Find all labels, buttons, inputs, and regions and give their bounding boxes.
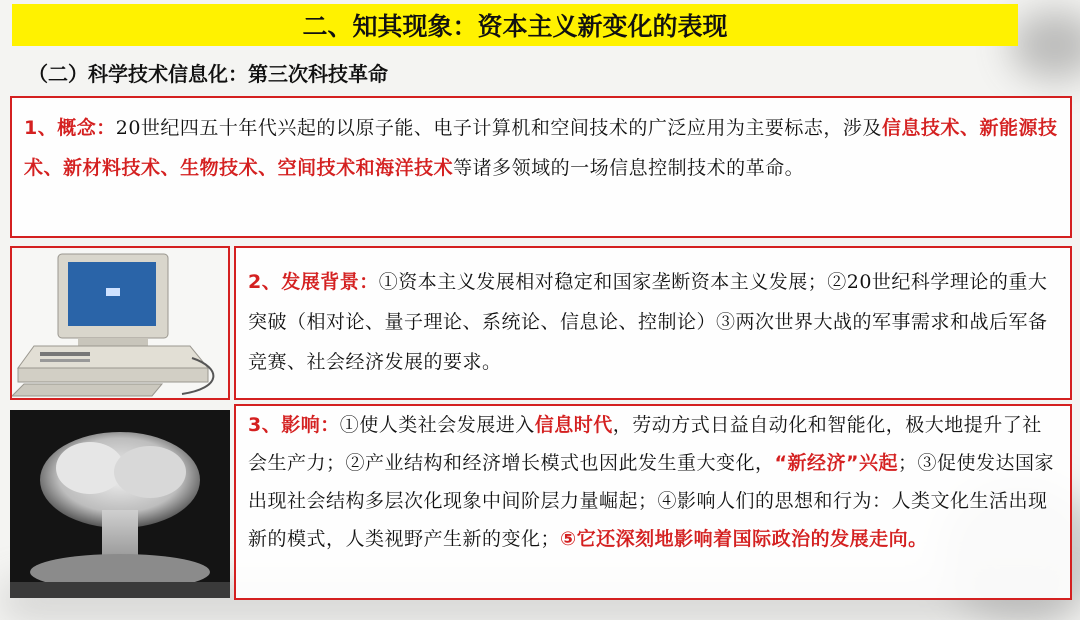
page-title: 二、知其现象：资本主义新变化的表现	[302, 12, 728, 41]
concept-label: 1、概念：	[24, 117, 116, 139]
field-1: 信息技术	[881, 117, 960, 139]
concept-box	[10, 96, 1072, 238]
concept-text	[24, 108, 1058, 188]
computer-image	[10, 246, 230, 400]
field-4: 生物技术	[180, 157, 259, 179]
concept-text-1: 20世纪四五十年代兴起的以原子能、电子计算机和空间技术的广泛应用为主要标志，涉及	[115, 117, 882, 139]
field-sep-3: 、	[160, 157, 181, 179]
section-subtitle: （二）科学技术信息化：第三次科技革命	[28, 62, 388, 86]
field-sep-2: 、	[43, 157, 64, 179]
impact-highlight-3: ⑤它还深刻地影响着国际政治的发展走向。	[560, 528, 928, 550]
ink-wash-top-right	[1010, 10, 1080, 80]
background-body: ①资本主义发展相对稳定和国家垄断资本主义发展；②20世纪科学理论的重大突破（相对论、量子理论、系统论、信息论、控制论）③两次世界大战的军事需求和战后军备竞赛、社会经济发展的要求。	[248, 271, 1048, 373]
field-sep-4: 、	[258, 157, 278, 179]
impact-label: 3、影响：	[248, 414, 340, 436]
impact-highlight-2: “新经济”兴起	[774, 452, 898, 474]
title-banner	[12, 4, 1018, 46]
impact-text-3: ；③促使发达国家出现社会结构多层次化现象中间阶层力量崛起；④影响人们的思想和行为：人类文化生活出现新的模式，人类视野产生新的变化；	[248, 452, 1055, 550]
field-sep-1: 、	[959, 117, 980, 139]
impact-box	[234, 404, 1072, 600]
impact-text-1: ①使人类社会发展进入	[339, 414, 535, 436]
mushroom-cloud-image	[10, 410, 230, 598]
background-text	[248, 262, 1058, 382]
impact-text-2: ，劳动方式日益自动化和智能化，极大地提升了社会生产力；②产业结构和经济增长模式也因此发生重大变化，	[248, 414, 1042, 474]
field-2: 新能源技术	[24, 117, 1058, 179]
concept-text-2: 等诸多领域的一场信息控制技术的革命。	[453, 157, 805, 179]
background-label: 2、发展背景：	[248, 271, 379, 293]
field-3: 新材料技术	[63, 157, 161, 179]
impact-text	[248, 406, 1058, 558]
field-5: 空间技术和海洋技术	[277, 157, 454, 179]
impact-highlight-1: 信息时代	[534, 414, 613, 436]
background-box	[234, 246, 1072, 400]
